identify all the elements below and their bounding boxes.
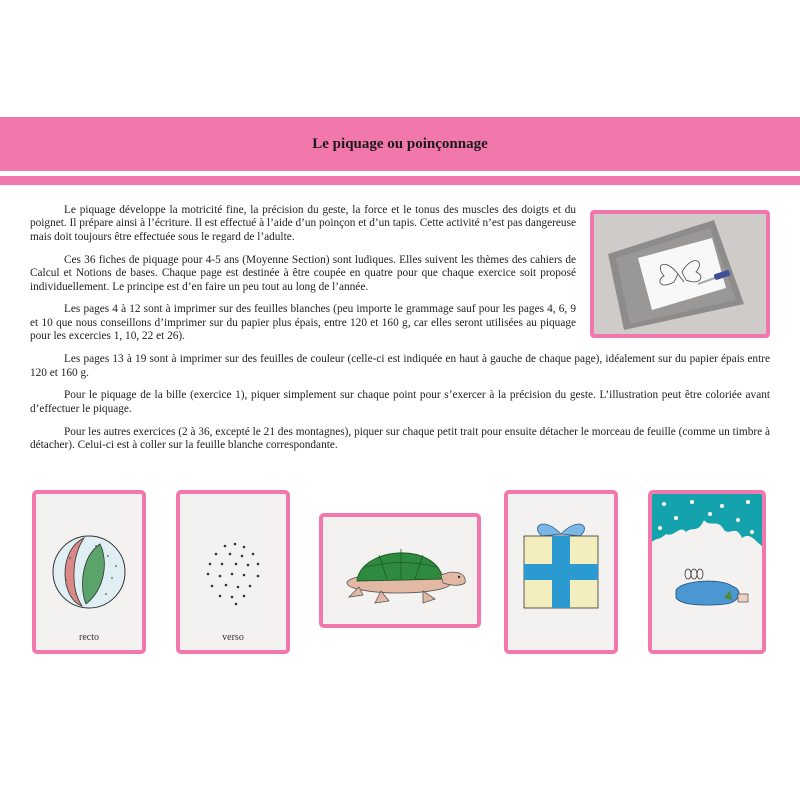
page-title: Le piquage ou poinçonnage: [312, 136, 488, 152]
paragraph-pages-13-19: Les pages 13 à 19 sont à imprimer sur des feuilles de couleur (celle-ci est indiquée en haut à gauche de chaque page), idéalement sur du papier épais entre 120 et 160 g.: [30, 353, 770, 379]
thumbnail-turtle: [319, 513, 481, 628]
photo-piquage-mat: [590, 210, 770, 338]
verso-label: verso: [222, 632, 244, 643]
paragraph-bille: Pour le piquage de la bille (exercice 1), piquer simplement sur chaque point pour s’exercer à la précision du geste. L’illustration peut être coloriée avant d’effectuer le piquage.: [30, 389, 770, 415]
banner-stripe: [0, 176, 800, 185]
thumbnail-winter: [648, 490, 766, 654]
paragraph-intro: Le piquage développe la motricité fine, la précision du geste, la force et le tonus des muscles des doigts et du poignet. Il prépare ainsi à l’écriture. Il est effectué à l’aide d’un poinçon et d’un tapis. Cette activité n’est pas dangereuse mais doit toujours être effectuée sous le regard de l’adulte.: [30, 204, 576, 243]
winter-illustration: [652, 494, 762, 650]
paragraph-pages-4-12: Les pages 4 à 12 sont à imprimer sur des feuilles blanches (peu importe le grammage sauf pour les pages 4, 6, 9 et 10 que nous conseillons d’imprimer sur du papier plus épais, entre 120 et 160 g, car elles seront utilisées au piquage pour les excercies 1, 10, 22 et 26).: [30, 303, 576, 343]
dots-illustration: [180, 494, 286, 650]
title-banner: [0, 117, 800, 171]
photo-illustration: [594, 214, 766, 334]
marble-illustration: [36, 494, 142, 650]
gift-illustration: [508, 494, 614, 650]
thumbnail-verso: [176, 490, 290, 654]
turtle-illustration: [323, 517, 477, 624]
recto-label: recto: [79, 632, 99, 643]
thumbnail-gift: [504, 490, 618, 654]
paragraph-fiches: Ces 36 fiches de piquage pour 4-5 ans (Moyenne Section) sont ludiques. Elles suivent les thèmes des cahiers de Calcul et Notions de bases. Chaque page est destinée à être coupée en quatre pour que chaque exercice soit proposé individuellement. Le principe est d’en faire un peu tout au long de l’année.: [30, 253, 576, 293]
thumbnail-recto: [32, 490, 146, 654]
paragraph-autres-exercices: Pour les autres exercices (2 à 36, excepté le 21 des montagnes), piquer sur chaque petit trait pour ensuite détacher le morceau de feuille (comme un timbre à détacher). Celui-ci est à coller sur la feuille blanche correspondante.: [30, 425, 770, 452]
